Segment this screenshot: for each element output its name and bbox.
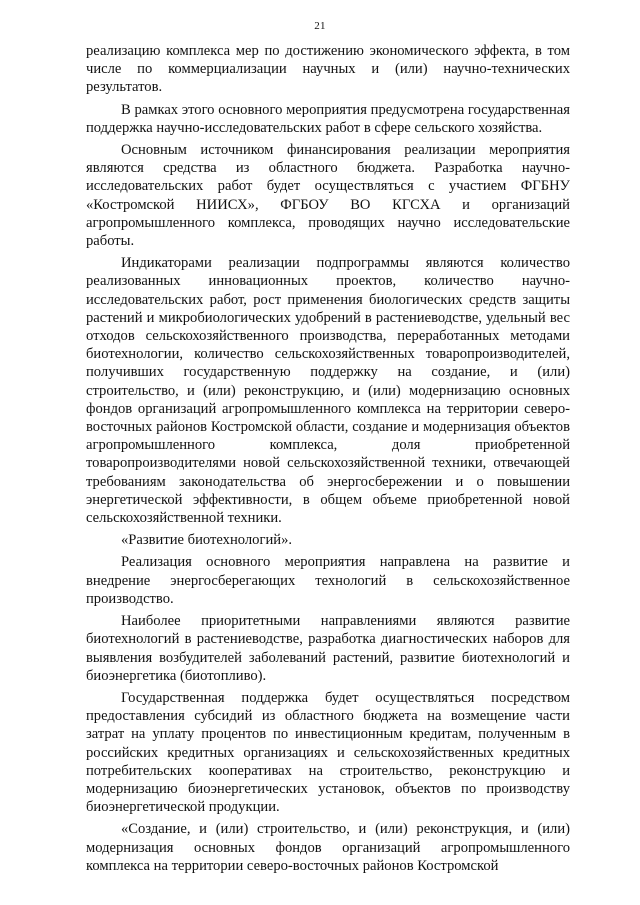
section-heading-biotechnology: «Развитие биотехнологий». bbox=[121, 532, 293, 549]
document-body bbox=[86, 42, 570, 879]
paragraph-9: «Создание, и (или) строительство, и (или) реконструкция, и (или) модернизация основных фондов организаций агропромышленного комплекса на территории северо-восточных районов Костромской bbox=[86, 821, 570, 874]
paragraph-2: В рамках этого основного мероприятия предусмотрена государственная поддержка научно-исследовательских работ в сфере сельского хозяйства. bbox=[86, 101, 570, 136]
paragraph-7: Наиболее приоритетными направлениями являются развитие биотехнологий в растениеводстве, разработка диагностических наборов для выявления возбудителей заболеваний растений, развитие биотехнологий и биоэнергетика (биотопливо). bbox=[86, 613, 570, 684]
paragraph-6: Реализация основного мероприятия направлена на развитие и внедрение энергосберегающих технологий в сельскохозяйственное производство. bbox=[86, 554, 570, 607]
paragraph-4: Индикаторами реализации подпрограммы являются количество реализованных инновационных проектов, количество научно-исследовательских работ, рост применения биологических средств защиты растений и микробиологических удобрений в растениеводстве, удельный вес отходов сельскохозяйственного производства, переработанных методами биотехнологии, количество сельскохозяйственных товаропроизводителей, получивших государственную поддержку на создание, и (или) строительство, и (или) реконструкцию, и (или) модернизацию основных фондов организаций агропромышленного комплекса на территории северо-восточных районов Костромской области, создание и модернизация объектов агропромышленного комплекса, доля приобретенной товаропроизводителями новой сельскохозяйственной техники, отвечающей требованиям законодательства об энергосбережении и о повышении энергетической эффективности, в общем объеме приобретенной новой сельскохозяйственной техники. bbox=[86, 255, 570, 527]
paragraph-3: Основным источником финансирования реализации мероприятия являются средства из областного бюджета. Разработка научно-исследовательских работ будет осуществляться с участием ФГБНУ «Костромской НИИСХ», ФГБОУ ВО КГСХА и организаций агропромышленного комплекса, проводящих научно исследовательские работы. bbox=[86, 142, 570, 250]
paragraph-1: реализацию комплекса мер по достижению экономического эффекта, в том числе по коммерциализации научных и (или) научно-технических результатов. bbox=[86, 43, 570, 96]
paragraph-8: Государственная поддержка будет осуществляться посредством предоставления субсидий из областного бюджета на возмещение части затрат на уплату процентов по инвестиционным кредитам, полученным в российских кредитных организациях и сельскохозяйственных кредитных потребительских кооперативах на строительство, реконструкцию и модернизацию биоэнергетических установок, объектов по производству биоэнергетической продукции. bbox=[86, 689, 570, 816]
page-number: 21 bbox=[314, 20, 326, 32]
